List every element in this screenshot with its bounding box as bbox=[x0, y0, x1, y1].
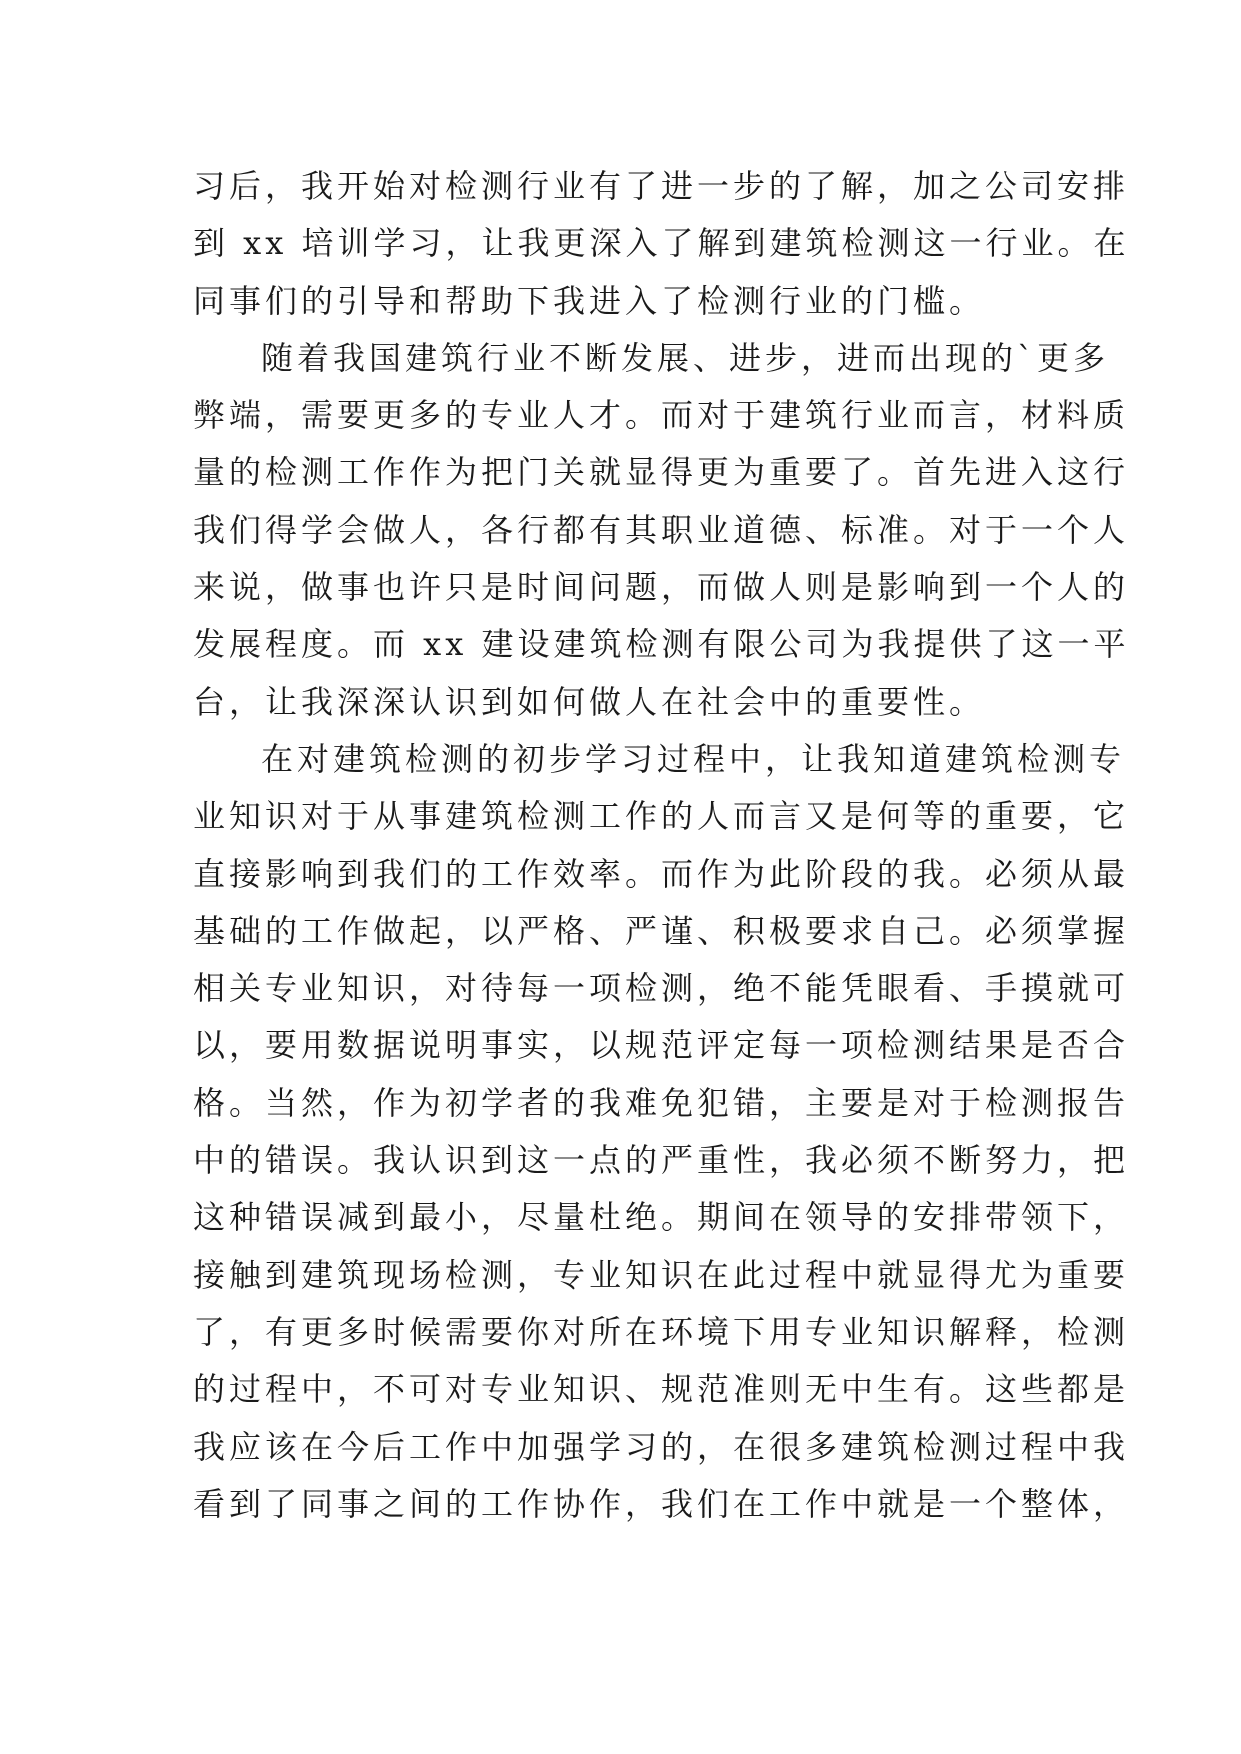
text-line: 直接影响到我们的工作效率。而作为此阶段的我。必须从最 bbox=[193, 854, 1130, 893]
text-line: 量的检测工作作为把门关就显得更为重要了。首先进入这行 bbox=[193, 453, 1130, 492]
text-line: 格。当然，作为初学者的我难免犯错，主要是对于检测报告 bbox=[193, 1083, 1130, 1122]
text-line: 同事们的引导和帮助下我进入了检测行业的门槛。 bbox=[193, 281, 986, 320]
text-line: 的过程中，不可对专业知识、规范准则无中生有。这些都是 bbox=[193, 1370, 1130, 1409]
text-line: 随着我国建筑行业不断发展、进步，进而出现的`更多 bbox=[261, 338, 1110, 377]
text-line: 业知识对于从事建筑检测工作的人而言又是何等的重要，它 bbox=[193, 797, 1130, 836]
text-line: 弊端，需要更多的专业人才。而对于建筑行业而言，材料质 bbox=[193, 396, 1130, 435]
text-line: 接触到建筑现场检测，专业知识在此过程中就显得尤为重要 bbox=[193, 1255, 1130, 1294]
text-line: 以，要用数据说明事实，以规范评定每一项检测结果是否合 bbox=[193, 1026, 1130, 1065]
text-line: 到 xx 培训学习，让我更深入了解到建筑检测这一行业。在 bbox=[193, 224, 1130, 263]
text-line: 发展程度。而 xx 建设建筑检测有限公司为我提供了这一平 bbox=[193, 625, 1130, 664]
paragraph-2 bbox=[193, 330, 1130, 731]
text-line: 相关专业知识，对待每一项检测，绝不能凭眼看、手摸就可 bbox=[193, 969, 1130, 1008]
text-line: 看到了同事之间的工作协作，我们在工作中就是一个整体， bbox=[193, 1484, 1130, 1523]
text-line: 中的错误。我认识到这一点的严重性，我必须不断努力，把 bbox=[193, 1141, 1130, 1180]
text-line: 这种错误减到最小，尽量杜绝。期间在领导的安排带领下， bbox=[193, 1198, 1130, 1237]
text-line: 习后，我开始对检测行业有了进一步的了解，加之公司安排 bbox=[193, 167, 1130, 205]
text-line: 基础的工作做起，以严格、严谨、积极要求自己。必须掌握 bbox=[193, 911, 1130, 950]
paragraph-1 bbox=[193, 158, 1130, 330]
text-line: 来说，做事也许只是时间问题，而做人则是影响到一个人的 bbox=[193, 568, 1130, 607]
text-line: 我们得学会做人，各行都有其职业道德、标准。对于一个人 bbox=[193, 510, 1130, 549]
text-line: 了，有更多时候需要你对所在环境下用专业知识解释，检测 bbox=[193, 1312, 1130, 1351]
document-body bbox=[193, 158, 1130, 1533]
text-line: 台，让我深深认识到如何做人在社会中的重要性。 bbox=[193, 682, 986, 721]
text-line: 我应该在今后工作中加强学习的，在很多建筑检测过程中我 bbox=[193, 1427, 1130, 1466]
paragraph-3 bbox=[193, 731, 1130, 1533]
text-line: 在对建筑检测的初步学习过程中，让我知道建筑检测专 bbox=[261, 739, 1126, 778]
